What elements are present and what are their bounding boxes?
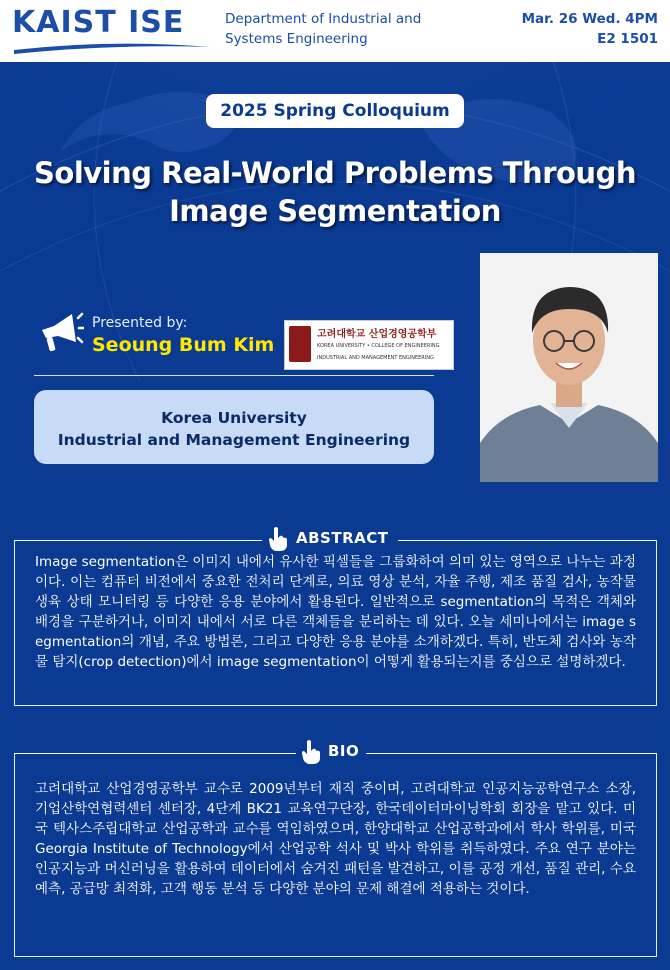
poster-panel — [0, 62, 670, 970]
speaker-affiliation — [34, 390, 434, 464]
department-name — [225, 9, 421, 49]
abstract-box — [14, 540, 657, 706]
speaker-photo — [480, 253, 658, 482]
talk-title — [0, 154, 670, 230]
ku-seal-icon — [289, 326, 311, 362]
presented-by-label: Presented by: — [92, 315, 188, 331]
megaphone-icon — [36, 308, 84, 356]
affiliation-line1: Korea University — [161, 409, 307, 427]
bio-box — [14, 753, 657, 957]
abstract-text: Image segmentation은 이미지 내에서 유사한 픽셀들을 그룹화하여 의미 있는 영역으로 나누는 과정이다. 이는 컴퓨터 비전에서 중요한 전처리 단계로, 의료 영상 분석, 자율 주행, 제조 품질 검사, 농작물 생육 상태 모니터링 등 다양한 응용 분야에서 활용된다. 일반적으로 segmentation의 목적은 객체와 배경을 구분하거나, 이미지 내에서 서로 다른 객체들을 분리하는 데 있다. 오늘 세미나에서는 image segmentation의 개념, 주요 방법론, 그리고 다양한 응용 분야를 소개하겠다. 특히, 반도체 검사와 농작물 탐지(crop detection)에서 image segmentation이 어떻게 활용되는지를 중심으로 설명하겠다. — [35, 554, 636, 670]
ku-logo-sub1: KOREA UNIVERSITY • COLLEGE OF ENGINEERING — [317, 343, 440, 349]
date-location — [522, 9, 658, 49]
ku-logo-title: 고려대학교 산업경영공학부 — [317, 329, 437, 340]
talk-title-line1: Solving Real-World Problems Through — [34, 156, 636, 190]
logo-text: KAIST ISE — [12, 5, 185, 40]
abstract-label: ABSTRACT — [296, 529, 389, 547]
ku-logo-sub2: INDUSTRIAL AND MANAGEMENT ENGINEERING — [317, 355, 434, 361]
event-date: Mar. 26 Wed. 4PM — [521, 11, 658, 27]
department-line2: Systems Engineering — [225, 31, 368, 47]
event-room: E2 1501 — [597, 31, 658, 47]
bio-text: 고려대학교 산업경영공학부 교수로 2009년부터 재직 중이며, 고려대학교 인공지능공학연구소 소장, 기업산학연협력센터 센터장, 4단계 BK21 교육연구단장, 한국데이터마이닝학회 회장을 맡고 있다. 미국 텍사스주립대학교 산업공학과 교수를 역임하였으며, 한양대학교 산업공학과에서 학사 학위를, 미국 Georgia Institute of Technology에서 산업공학 석사 및 박사 학위를 취득하였다. 주요 연구 분야는 인공지능과 머신러닝을 활용하여 데이터에서 숨겨진 패턴을 발견하고, 이를 공정 개선, 품질 관리, 수요 예측, 공급망 최적화, 고객 행동 분석 등 다양한 분야의 문제 해결에 적용하는 것이다. — [35, 781, 636, 897]
talk-title-line2: Image Segmentation — [169, 194, 501, 228]
colloquium-badge: 2025 Spring Colloquium — [206, 94, 464, 128]
department-line1: Department of Industrial and — [225, 11, 422, 27]
header — [0, 0, 670, 62]
speaker-portrait-icon — [480, 253, 658, 482]
bio-label: BIO — [328, 742, 360, 760]
logo-swoosh-icon — [12, 41, 212, 55]
kaist-ise-logo — [12, 5, 212, 53]
korea-university-logo — [284, 320, 454, 370]
affiliation-line2: Industrial and Management Engineering — [57, 431, 411, 449]
speaker-name: Seoung Bum Kim — [92, 334, 275, 356]
divider — [34, 375, 434, 376]
